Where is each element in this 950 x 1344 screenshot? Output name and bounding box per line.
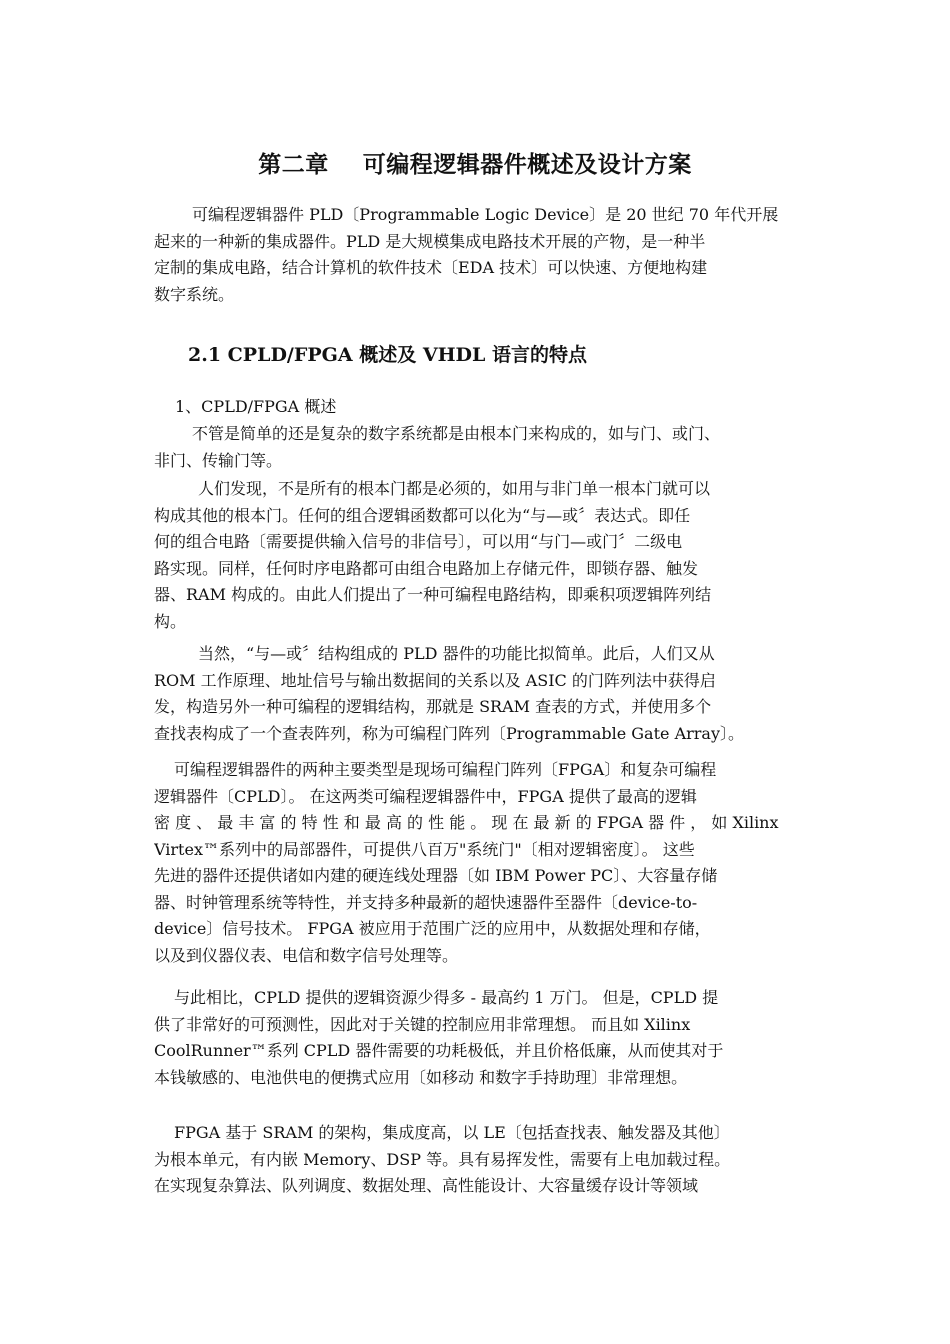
- text-line: 定制的集成电路，结合计算机的软件技术〔EDA 技术〕可以快速、方便地构建: [154, 258, 708, 277]
- text-line: 先进的器件还提供诸如内建的硬连线处理器〔如 IBM Power PC〕、大容量存储: [154, 866, 718, 885]
- intro-paragraph: [154, 202, 834, 308]
- text-line: 非门、传输门等。: [154, 450, 283, 470]
- text-line: 查找表构成了一个查表阵列，称为可编程门阵列〔Programmable Gate Array〕。: [154, 723, 745, 743]
- text-line: 本钱敏感的、电池供电的便携式应用〔如移动 和数字手持助理〕非常理想。: [154, 1067, 688, 1087]
- text-line: device〕信号技术。 FPGA 被应用于范围广泛的应用中，从数据处理和存储，: [154, 919, 711, 938]
- text-line: FPGA 基于 SRAM 的架构，集成度高，以 LE〔包括查找表、触发器及其他〕: [174, 1123, 730, 1142]
- text-line: 可编程逻辑器件 PLD〔Programmable Logic Device〕是 20 世纪 70 年代开展: [192, 205, 779, 224]
- text-line: 逻辑器件〔CPLD〕。 在这两类可编程逻辑器件中，FPGA 提供了最高的逻辑: [154, 786, 697, 806]
- paragraph-fpga-architecture: [154, 1120, 834, 1200]
- text-line: 与此相比，CPLD 提供的逻辑资源少得多 - 最高约 1 万门。 但是，CPLD 提: [174, 988, 719, 1007]
- text-line: 在实现复杂算法、队列调度、数据处理、高性能设计、大容量缓存设计等领域: [154, 1176, 699, 1195]
- text-line: 数字系统。: [154, 284, 235, 304]
- text-line: 何的组合电路〔需要提供输入信号的非信号〕，可以用“与门—或门〞二级电: [154, 532, 683, 551]
- text-line: 密 度 、 最 丰 富 的 特 性 和 最 高 的 性 能 。 现 在 最 新 的 FPGA 器 件 ， 如 Xilinx: [154, 813, 779, 832]
- text-line: 器、RAM 构成的。由此人们提出了一种可编程电路结构，即乘积项逻辑阵列结: [154, 585, 712, 604]
- text-line: 构成其他的根本门。任何的组合逻辑函数都可以化为“与—或〞表达式。即任: [154, 505, 691, 525]
- paragraph-fpga-cpld-types: [154, 757, 834, 969]
- paragraph-product-term: [154, 476, 834, 635]
- subsection-heading: 1、CPLD/FPGA 概述: [175, 397, 337, 416]
- chapter-title: 第二章 可编程逻辑器件概述及设计方案: [258, 151, 692, 178]
- text-line: 人们发现，不是所有的根本门都是必须的，如用与非门单一根本门就可以: [198, 479, 711, 498]
- text-line: 路实现。同样，任何时序电路都可由组合电路加上存储元件，即锁存器、触发: [154, 558, 699, 578]
- text-line: 可编程逻辑器件的两种主要类型是现场可编程门阵列〔FPGA〕和复杂可编程: [174, 760, 717, 779]
- text-line: 当然，“与—或〞结构组成的 PLD 器件的功能比拟简单。此后，人们又从: [198, 644, 715, 663]
- paragraph-cpld-comparison: [154, 985, 834, 1091]
- text-line: 以及到仪器仪表、电信和数字信号处理等。: [154, 945, 459, 965]
- text-line: 器、时钟管理系统等特性，并支持多种最新的超快速器件至器件〔device-to-: [154, 892, 698, 912]
- section-heading: 2.1 CPLD/FPGA 概述及 VHDL 语言的特点: [188, 344, 587, 366]
- paragraph-lookup-table: [154, 641, 834, 747]
- text-line: CoolRunner™系列 CPLD 器件需要的功耗极低，并且价格低廉，从而使其对于: [154, 1041, 724, 1060]
- text-line: 发，构造另外一种可编程的逻辑结构，那就是 SRAM 查表的方式，并使用多个: [154, 697, 712, 716]
- text-line: 不管是简单的还是复杂的数字系统都是由根本门来构成的，如与门、或门、: [192, 424, 721, 443]
- paragraph-basic-gates: [154, 421, 834, 474]
- text-line: 构。: [154, 611, 187, 631]
- text-line: ROM 工作原理、地址信号与输出数据间的关系以及 ASIC 的门阵列法中获得启: [154, 670, 716, 690]
- text-line: 起来的一种新的集成器件。PLD 是大规模集成电路技术开展的产物，是一种半: [154, 231, 706, 251]
- text-line: 为根本单元，有内嵌 Memory、DSP 等。具有易挥发性，需要有上电加载过程。: [154, 1149, 731, 1169]
- text-line: Virtex™系列中的局部器件，可提供八百万"系统门"〔相对逻辑密度〕。 这些: [154, 839, 695, 859]
- text-line: 供了非常好的可预测性，因此对于关键的控制应用非常理想。 而且如 Xilinx: [154, 1014, 691, 1034]
